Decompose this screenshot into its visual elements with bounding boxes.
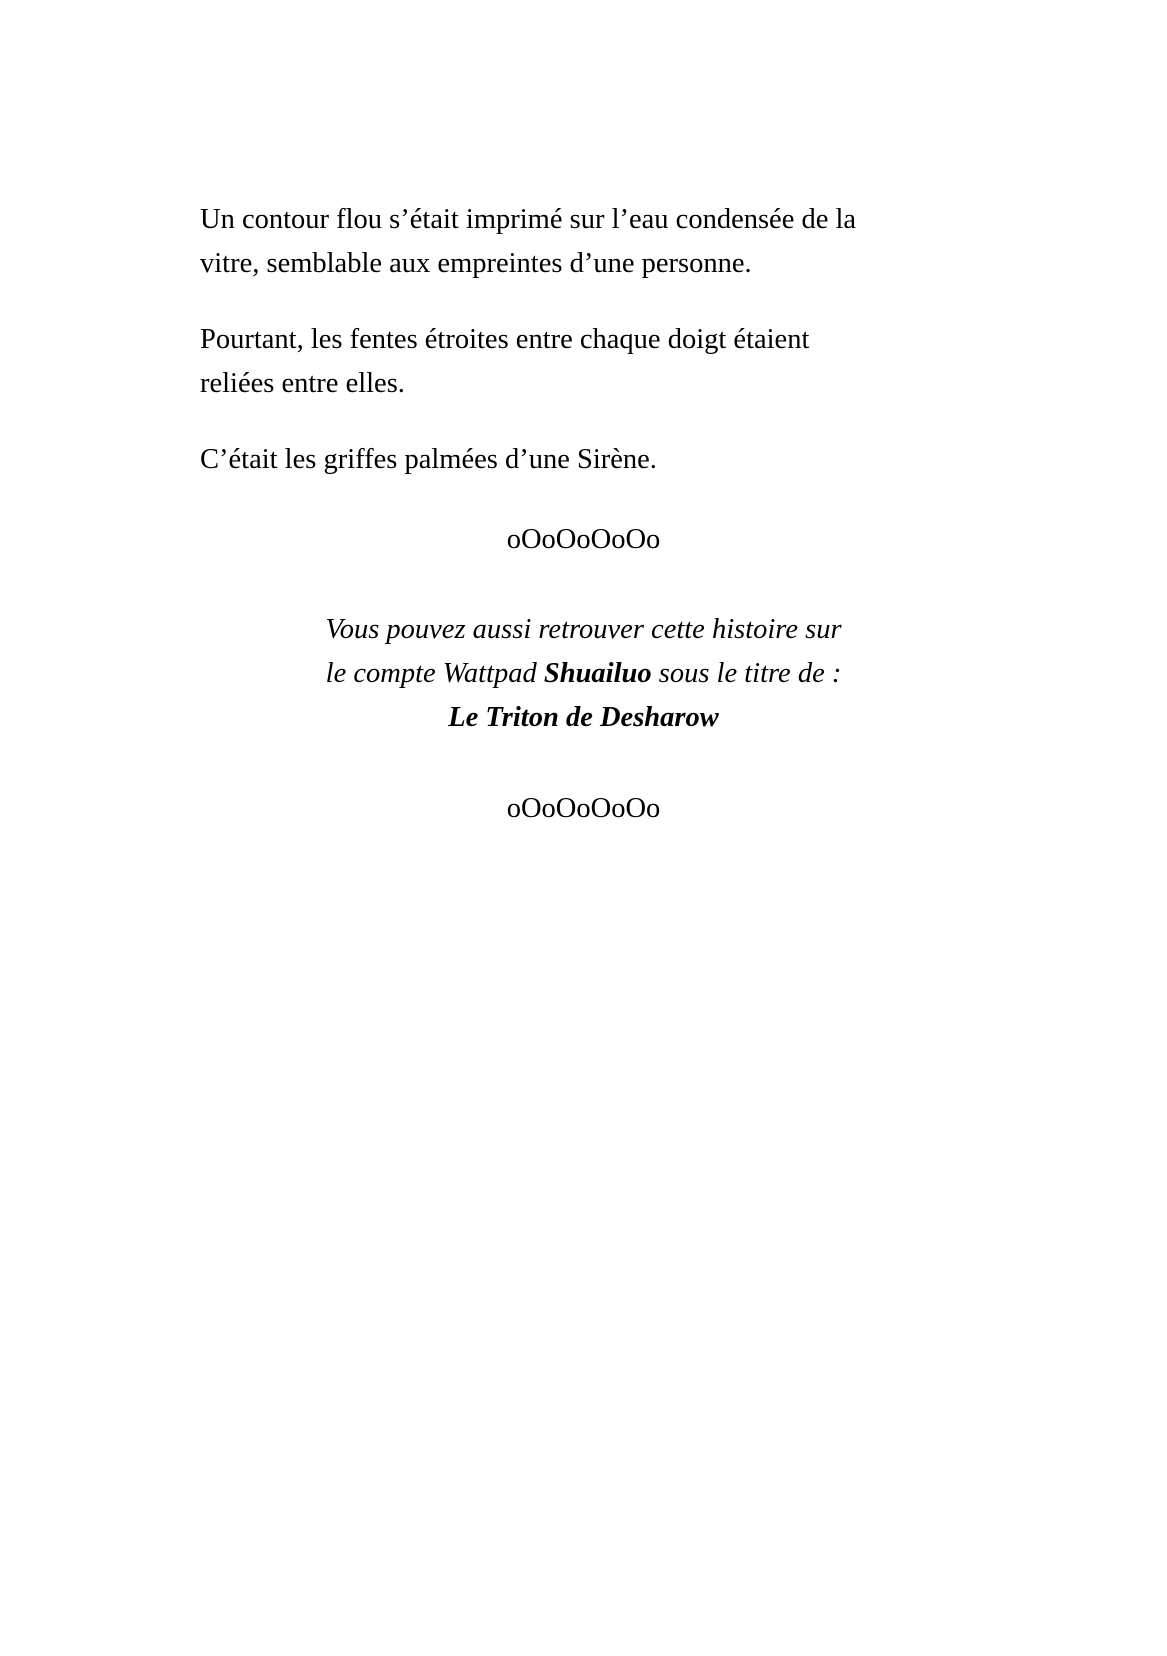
note-text: sous le titre de :	[651, 658, 842, 689]
wattpad-note	[0, 608, 1167, 740]
paragraph-line: reliées entre elles.	[200, 368, 405, 399]
paragraph-line: Pourtant, les fentes étroites entre chaque doigt étaient	[200, 324, 810, 355]
paragraph-line: vitre, semblable aux empreintes d’une personne.	[200, 248, 752, 279]
paragraph-fingers	[200, 318, 960, 406]
wattpad-account-name: Shuailuo	[543, 658, 652, 689]
paragraph-line: C’était les griffes palmées d’une Sirène.	[200, 444, 657, 475]
paragraph-blurred-outline	[200, 198, 960, 286]
note-line-2	[0, 652, 1167, 696]
paragraph-claws	[200, 438, 960, 482]
section-separator: oOoOoOoOo	[506, 793, 661, 824]
note-text: le compte Wattpad	[325, 658, 544, 689]
story-title: Le Triton de Desharow	[448, 702, 719, 733]
section-separator: oOoOoOoOo	[506, 524, 661, 555]
story-text	[200, 198, 960, 514]
paragraph-line: Un contour flou s’était imprimé sur l’eau condensée de la	[200, 204, 857, 235]
note-line-1: Vous pouvez aussi retrouver cette histoire sur	[325, 614, 842, 645]
